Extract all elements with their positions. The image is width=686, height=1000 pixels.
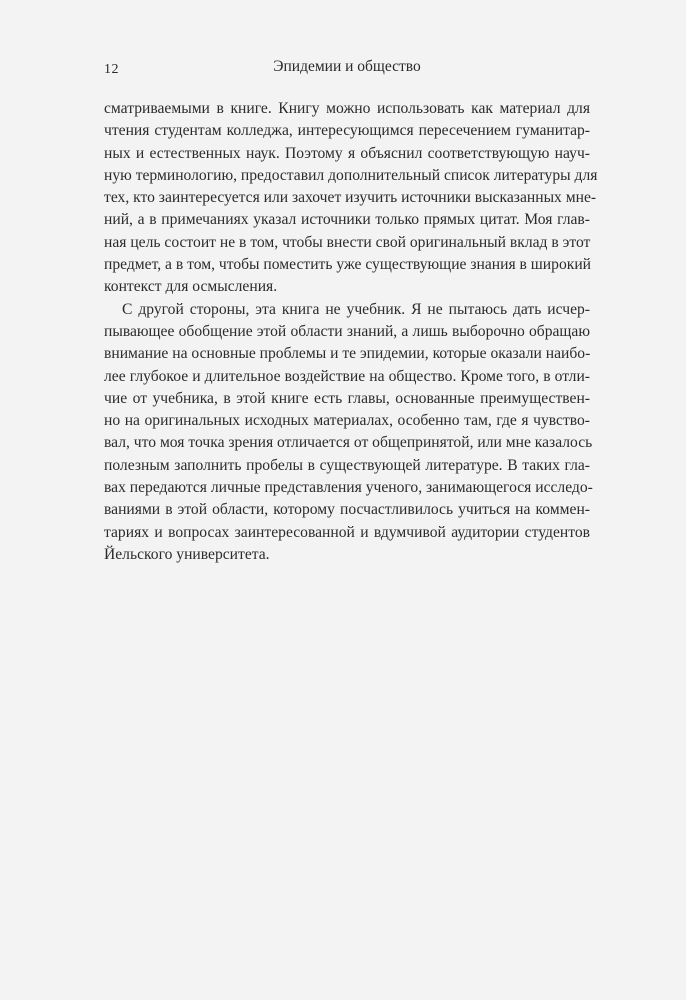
paragraph-2 (104, 299, 593, 567)
page-number: 12 (104, 62, 119, 77)
text-line: вах передаются личные представления ученого, занимающегося исследо- (104, 479, 593, 497)
text-line: С другой стороны, эта книга не учебник. Я не пытаюсь дать исчер- (122, 300, 590, 318)
paragraph-1 (104, 98, 598, 299)
text-line: Йельского университета. (104, 545, 270, 563)
running-head (104, 58, 590, 80)
text-line: контекст для осмысления. (104, 278, 278, 296)
text-line: сматриваемыми в книге. Книгу можно использовать как материал для (104, 100, 590, 117)
text-line: ная цель состоит не в том, чтобы внести свой оригинальный вклад в этот (104, 233, 591, 251)
text-line: ную терминологию, предоставил дополнительный список литературы для (104, 166, 598, 184)
text-line: ваниями в этой области, которому посчастливилось учиться на коммен- (104, 501, 590, 519)
text-line: тариях и вопросах заинтересованной и вдумчивой аудитории студентов (104, 523, 590, 541)
text-line: ний, а в примечаниях указал источники только прямых цитат. Моя глав- (104, 211, 590, 229)
text-line: полезным заполнить пробелы в существующей литературе. В таких гла- (104, 456, 590, 474)
text-line: внимание на основные проблемы и те эпидемии, которые оказали наибо- (104, 345, 591, 363)
text-line: вал, что моя точка зрения отличается от общепринятой, или мне казалось (104, 434, 593, 452)
text-line: но на оригинальных исходных материалах, особенно там, где я чувство- (104, 412, 590, 430)
text-line: предмет, а в том, чтобы поместить уже существующие знания в широкий (104, 256, 592, 274)
running-title: Эпидемии и общество (273, 58, 421, 75)
body-text (104, 98, 598, 566)
text-line: чтения студентам колледжа, интересующимся пересечением гуманитар- (104, 122, 590, 140)
text-line: пывающее обобщение этой области знаний, а лишь выборочно обращаю (104, 322, 590, 340)
text-line: ных и естественных наук. Поэтому я объяснил соответствующую науч- (104, 144, 590, 162)
text-line: чие от учебника, в этой книге есть главы, основанные преимуществен- (104, 389, 590, 407)
text-line: лее глубокое и длительное воздействие на общество. Кроме того, в отли- (104, 367, 590, 385)
text-line: тех, кто заинтересуется или захочет изучить источники высказанных мне- (104, 189, 597, 207)
